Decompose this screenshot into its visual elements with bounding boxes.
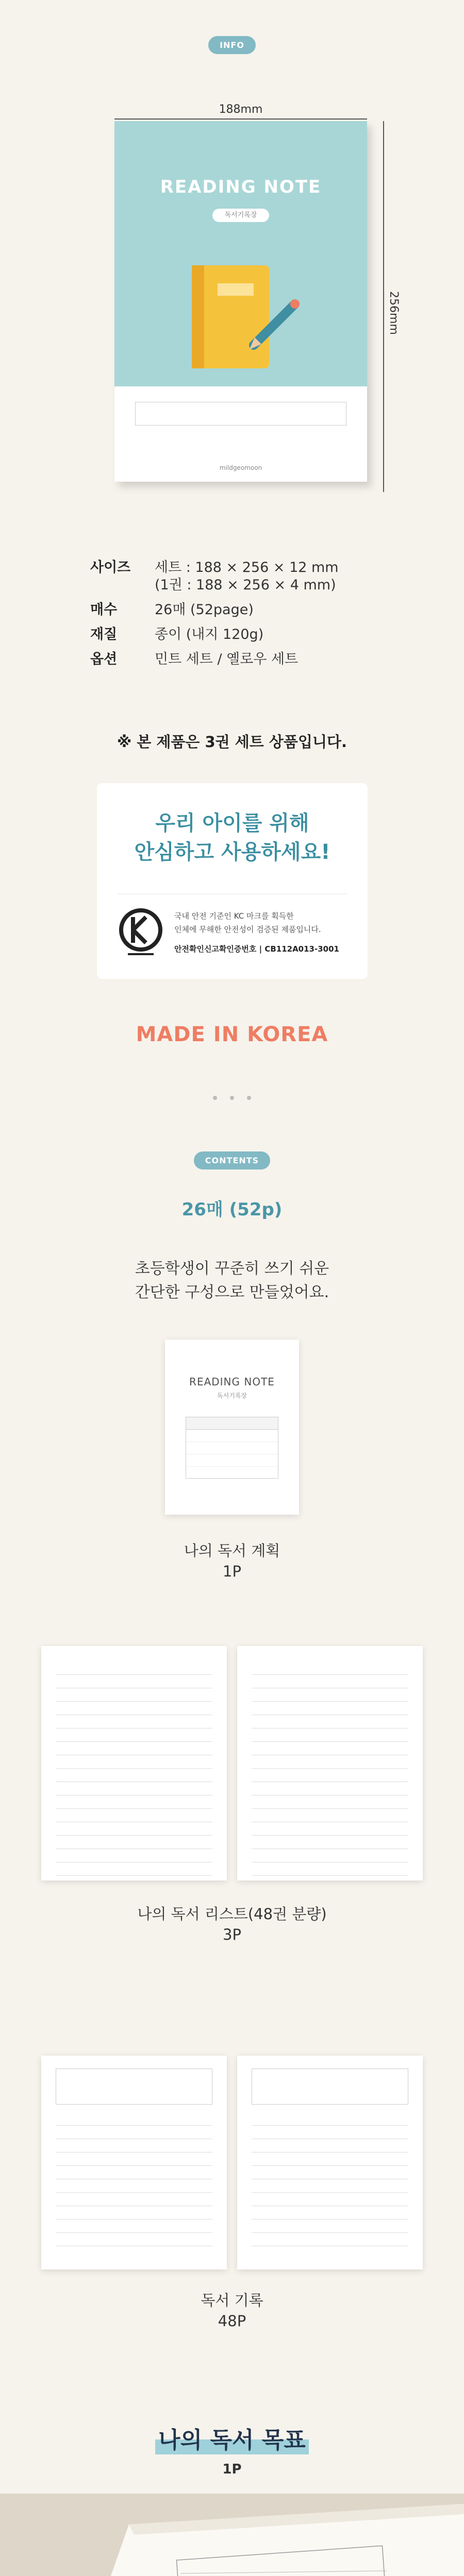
kc-safety-box (97, 783, 368, 979)
spec-value: 민트 세트 / 옐로우 세트 (155, 651, 299, 667)
kc-text-line-2: 인체에 무해한 안전성이 검증된 제품입니다. (174, 925, 321, 934)
record-page-right (237, 2056, 423, 2269)
height-dimension (378, 121, 399, 492)
spec-row-option (90, 651, 379, 668)
cover-subtitle: 독서기록장 (212, 209, 269, 222)
spec-row-size (90, 559, 379, 594)
ruled-lines (252, 2112, 408, 2246)
record-caption-line-2: 48P (218, 2312, 246, 2330)
plan-caption (0, 1540, 464, 1582)
made-in-korea: MADE IN KOREA (136, 1023, 328, 1046)
cover-bottom-panel (114, 386, 367, 482)
notebook-cover (114, 121, 367, 482)
spec-value: 종이 (내지 120g) (155, 626, 264, 642)
goal-photo-illustration (0, 2494, 464, 2576)
height-label: 256mm (387, 291, 400, 335)
record-caption (0, 2290, 464, 2331)
record-header-box (252, 2069, 408, 2105)
book-pencil-illustration (176, 255, 310, 374)
list-caption-line-2: 3P (223, 1926, 241, 1943)
kc-headline-line-1: 우리 아이를 위해 (155, 811, 309, 835)
width-label: 188mm (219, 103, 263, 116)
kc-mark-icon (118, 907, 164, 958)
info-header (0, 36, 464, 54)
set-notice: ※ 본 제품은 3권 세트 상품입니다. (117, 733, 347, 751)
spec-value-line: 세트 : 188 × 256 × 12 mm (155, 560, 339, 575)
spec-value-line-2: (1권 : 188 × 256 × 4 mm) (155, 577, 336, 593)
plan-page-preview (165, 1340, 299, 1515)
cover-title: READING NOTE (160, 177, 322, 197)
kc-cert-number: 안전확인신고확인증번호 | CB112A013-3001 (174, 944, 339, 954)
width-dimension (114, 103, 367, 115)
spec-row-material (90, 626, 379, 643)
spec-value (155, 559, 339, 594)
list-caption-line-1: 나의 독서 리스트(48권 분량) (137, 1905, 327, 1923)
plan-caption-line-1: 나의 독서 계획 (184, 1542, 280, 1560)
spec-key: 옵션 (90, 651, 118, 667)
spec-row-pages (90, 601, 379, 619)
record-header-box (56, 2069, 212, 2105)
kc-headline-line-2: 안심하고 사용하세요! (134, 840, 330, 864)
contents-count: 26매 (52p) (181, 1199, 283, 1220)
height-dimension-line (383, 121, 384, 492)
goal-photo (0, 2494, 464, 2576)
spec-value: 26매 (52page) (155, 602, 254, 618)
contents-pill: CONTENTS (194, 1151, 270, 1170)
intro-line-2: 간단한 구성으로 만들었어요. (135, 1283, 329, 1301)
record-caption-line-1: 독서 기록 (201, 2292, 263, 2309)
cover-name-box (135, 402, 346, 426)
list-page-right (237, 1646, 423, 1880)
kc-description (174, 909, 352, 956)
spec-key: 사이즈 (90, 560, 131, 575)
spec-key: 매수 (90, 602, 118, 618)
info-pill: INFO (208, 36, 256, 54)
record-page-left (41, 2056, 227, 2269)
goal-section-title (0, 2421, 464, 2454)
spec-key: 재질 (90, 626, 118, 642)
goal-title-text: 나의 독서 목표 (155, 2421, 309, 2454)
ruled-lines (56, 2112, 212, 2246)
dot (213, 1096, 217, 1100)
ruled-lines (252, 1662, 408, 1876)
dot (247, 1096, 251, 1100)
ruled-lines (56, 1662, 212, 1876)
spec-table (90, 559, 379, 675)
divider-dots (0, 1092, 464, 1102)
list-caption (0, 1904, 464, 1945)
contents-header (0, 1151, 464, 1170)
dot (230, 1096, 234, 1100)
plan-page-title: READING NOTE (189, 1376, 275, 1388)
plan-caption-line-2: 1P (223, 1563, 241, 1580)
contents-intro (0, 1257, 464, 1304)
goal-section-sub: 1P (222, 2462, 242, 2477)
kc-headline (97, 783, 368, 867)
list-page-left (41, 1646, 227, 1880)
intro-line-1: 초등학생이 꾸준히 쓰기 쉬운 (135, 1260, 329, 1278)
plan-table (186, 1417, 278, 1479)
kc-text-line-1: 국내 안전 기준인 KC 마크를 획득한 (174, 911, 294, 921)
cover-brand: mildgeomoon (219, 464, 262, 471)
width-dimension-line (114, 118, 367, 120)
plan-page-subtitle: 독서기록장 (217, 1392, 247, 1399)
